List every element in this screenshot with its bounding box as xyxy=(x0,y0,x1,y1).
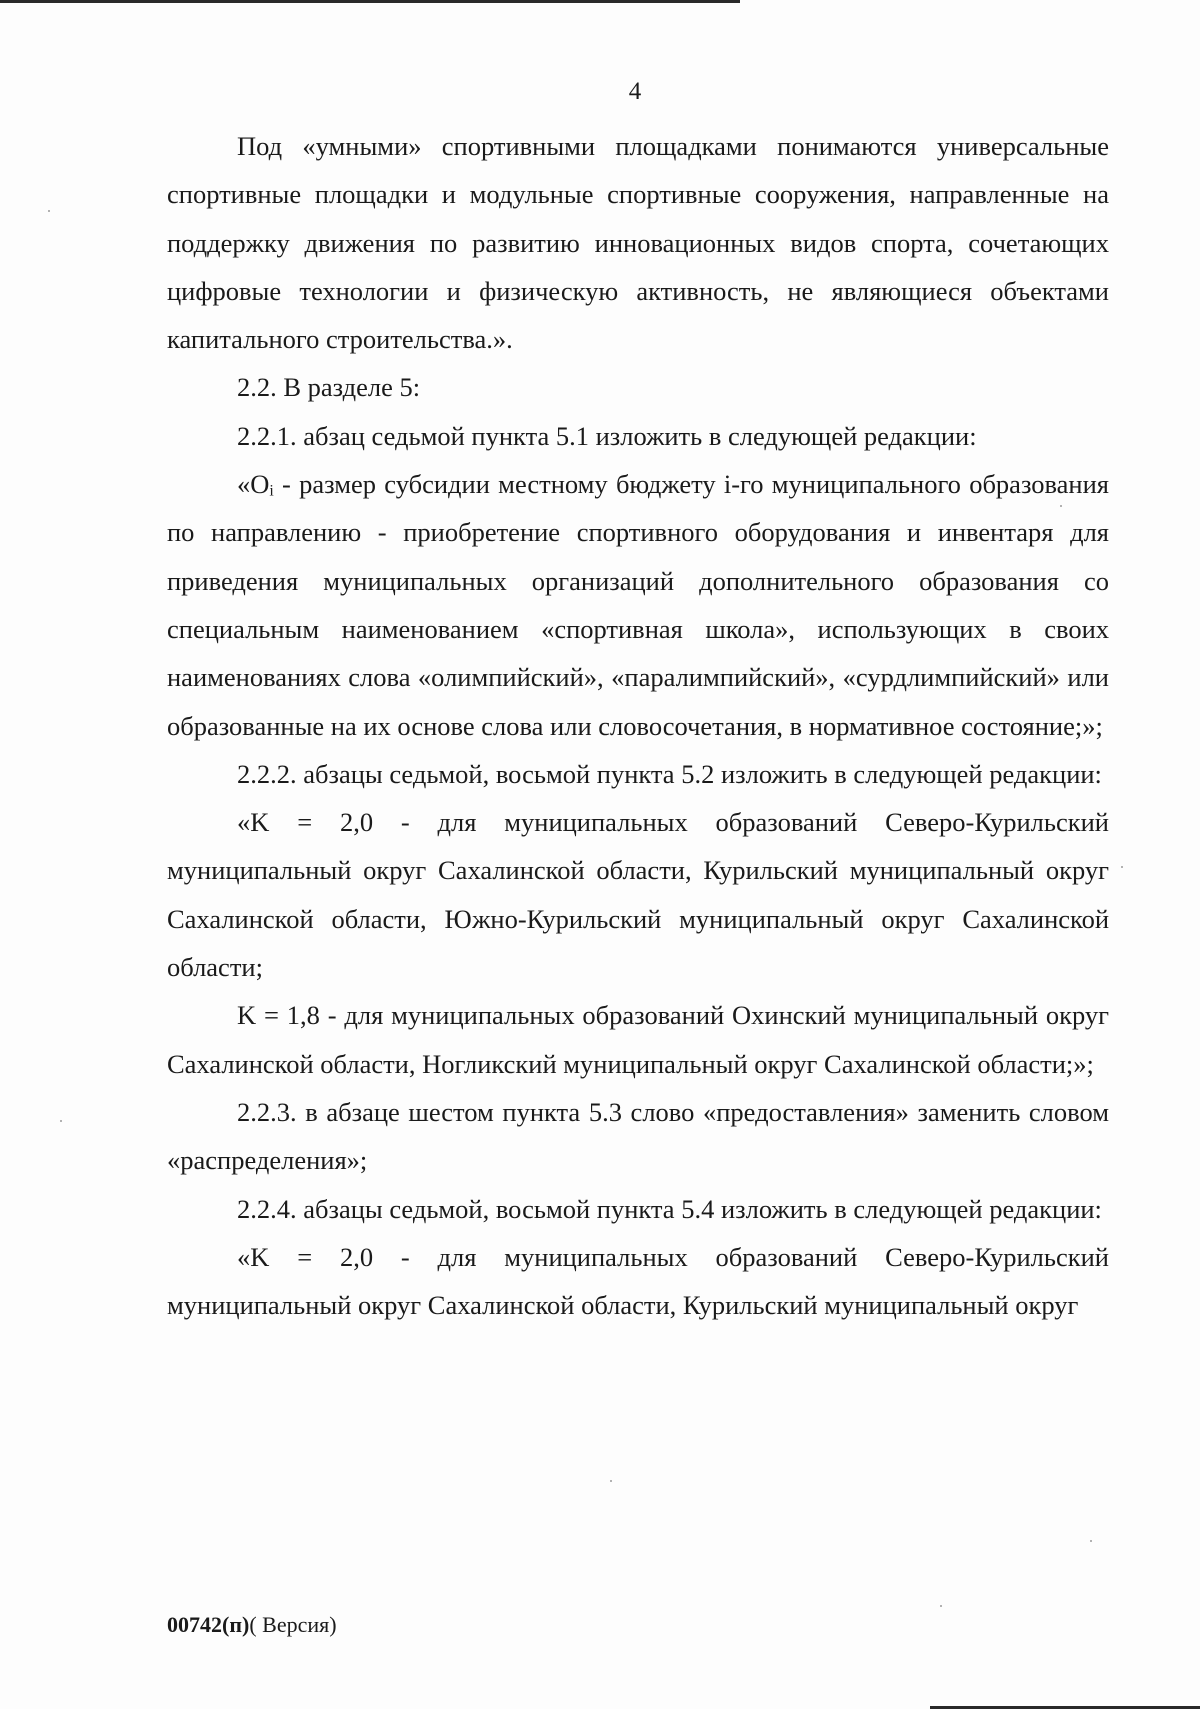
top-border-line xyxy=(0,0,740,3)
document-code: 00742(п) xyxy=(167,1612,250,1637)
paragraph-coefficient-2-0-repeat: «K = 2,0 - для муниципальных образований Северо-Курильский муниципальный округ Сахалинской области, Курильский муниципальный округ xyxy=(167,1241,1109,1321)
document-footer xyxy=(167,1612,337,1638)
document-version: ( Версия) xyxy=(249,1612,337,1637)
paragraph-section-2-2-4: 2.2.4. абзацы седьмой, восьмой пункта 5.4 изложить в следующей редакции: xyxy=(237,1193,1102,1224)
paragraph-section-2-2: 2.2. В разделе 5: xyxy=(237,372,421,403)
paragraph-coefficient-1-8: K = 1,8 - для муниципальных образований Охинский муниципальный округ Сахалинской области, Ногликский муниципальный округ Сахалинской области;»; xyxy=(167,1000,1109,1079)
page-number: 4 xyxy=(628,78,642,105)
document-body xyxy=(167,122,1109,1329)
paragraph-section-2-2-1: 2.2.1. абзац седьмой пункта 5.1 изложить в следующей редакции: xyxy=(237,420,977,451)
paragraph-coefficient-2-0: «K = 2,0 - для муниципальных образований Северо-Курильский муниципальный округ Сахалинской области, Курильский муниципальный округ Сахалинской области, Южно-Курильский муниципальный округ Сахалинской области; xyxy=(167,807,1109,983)
paragraph-section-2-2-3: 2.2.3. в абзаце шестом пункта 5.3 слово «предоставления» заменить словом «распределения»; xyxy=(167,1096,1109,1176)
paragraph-smart-sports-grounds: Под «умными» спортивными площадками понимаются универсальные спортивные площадки и модульные спортивные сооружения, направленные на поддержку движения по развитию инновационных видов спорта, сочетающих цифровые технологии и физическую активность, не являющиеся объектами капитального строительства.». xyxy=(167,131,1109,355)
paragraph-section-2-2-2: 2.2.2. абзацы седьмой, восьмой пункта 5.2 изложить в следующей редакции: xyxy=(237,758,1102,789)
paragraph-subsidy-definition: «Oᵢ - размер субсидии местному бюджету i-го муниципального образования по направлению - приобретение спортивного оборудования и инвентаря для приведения муниципальных организаций дополнительного образования со специальным наименованием «спортивная школа», использующих в своих наименованиях слова «олимпийский», «паралимпийский», «сурдлимпийский» или образованные на их основе слова или словосочетания, в нормативное состояние;»; xyxy=(167,469,1109,741)
